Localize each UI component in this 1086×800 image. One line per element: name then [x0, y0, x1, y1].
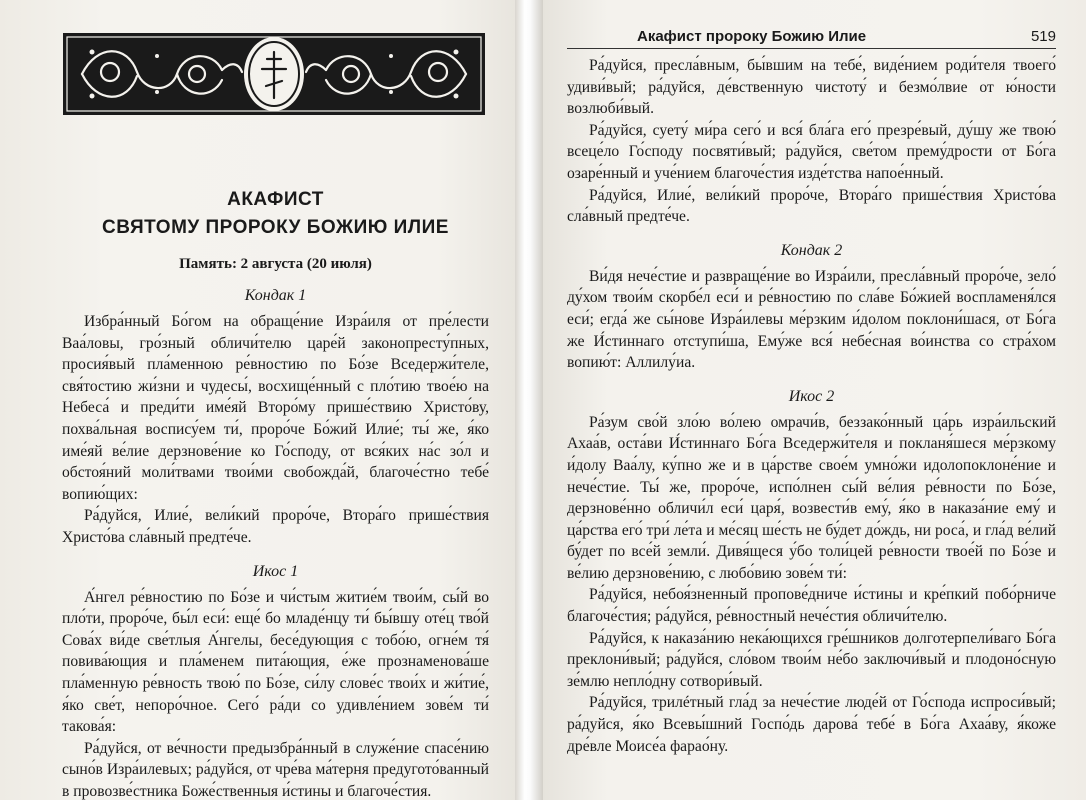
running-header: [567, 28, 1056, 49]
kondak-1-text: Избра́нный Бо́гом на обраще́ние Изра́иля от пре́лести Ваа́ловы, гро́зный обличи́телю царе́й законопресту́пных, просия́вый пла́менною ре́вностию по Бо́зе Вседержи́теле, свя́тостию жи́зни и чудесы́, восхище́нный с пло́тию твое́ю на Небеса́ и преди́ти име́яй Второ́му прише́ствию Христо́ву, похва́льная воспису́ем ти́, проро́че Бо́жий Илие́; ты́ же, я́ко име́яй ве́лие дерзнове́ние ко Го́споду, от вся́ких на́с зо́л и обстоя́ний моли́твами твои́ми свобожда́й, благоче́стно тебе́ вопию́щих:: [62, 313, 489, 503]
left-page: [0, 0, 515, 800]
ikos-1-text: А́нгел ре́вностию по Бо́зе и чи́стым житие́м твои́м, сы́й во пло́ти, проро́че, бы́л еси́: еще́ бо младе́нцу ти́ бы́вшу оте́ц тво́й Сова́х ви́де све́тлыя А́нгелы, бесе́дующия с тобо́ю, огне́м тя́ повива́ющия и пла́менем пита́ющия, е́же прознаменова́ше пла́менную ре́вность твою́ по Бо́зе, си́лу слове́с твои́х и жи́тие́, я́ко све́т, непоро́чное. Сего́ ра́ди со удивле́нием зове́м ти́ такова́я:: [62, 588, 489, 736]
right-page: [543, 0, 1086, 800]
ikos-1-chairetism-1: Ра́дуйся, пресла́вным, бы́вшим на тебе́, виде́нием роди́теля твоего́ удиви́вый; ра́дуйся, де́вственную чистоту́ и безмо́лвие от ю́ности возлюби́вый.: [567, 57, 1056, 118]
kondak-2-heading: Кондак 2: [780, 241, 843, 259]
page-number: 519: [1030, 28, 1056, 45]
title-line-1: АКАФИСТ: [227, 189, 324, 210]
ikos-2-chairetism-2: Ра́дуйся, к наказа́нию нека́ющихся гре́шников долготерпели́ваго Бо́га преклони́вый; ра́дуйся, сло́вом твои́м не́бо заключи́вый и плодоно́сную зе́млю непло́дну сотвори́вый.: [567, 629, 1056, 690]
title-line-2: СВЯТОМУ ПРОРОКУ БОЖИЮ ИЛИЕ: [102, 217, 449, 238]
kondak-1-heading: Кондак 1: [244, 287, 307, 304]
ikos-2-chairetism-3: Ра́дуйся, трилéтный гла́д за нече́стие люде́й от Го́спода испроси́вый; ра́дуйся, я́ко Всевы́шний Госпо́дь дарова́ тебе́ в Бо́га Ахаа́ву, я́коже дре́вле Моисе́а фарао́ну.: [567, 694, 1056, 755]
ikos-1-refrain: Ра́дуйся, от ве́чности предызбра́нный в служе́ние спасе́нию сыно́в Изра́илевых; ра́дуйся, от чре́ва ма́терня предугото́ванный в провозве́стника Боже́ственныя и́стины и благоче́стия.: [62, 739, 489, 800]
ikos-2-text: Ра́зум сво́й зло́ю во́лею омрачи́в, беззако́нный ца́рь изра́ильский Ахаа́в, оста́ви И́стиннаго Бо́га Вседержи́теля и покланя́шеся ме́рзкому и́долу Ваа́лу, ку́пно же и в ца́рстве свое́м умно́жи идолопоклоне́ние и нече́стие. Ты́ же, проро́че, испо́лнен сы́й ве́лия ре́вности по Бо́зе, дерзнове́нно обличи́л еси́ царя́, возвести́в ему́, я́ко в наказа́ние ему́ и ца́рства его́ три́ ле́та и ме́сяц ше́сть не бу́дет до́ждь, ни роса́, и гла́д ве́лий бу́дет по все́й земли́. Дивя́щеся у́бо толи́цей ре́вности твое́й по Бо́зе и ве́лию дерзнове́нию, с любо́вию зове́м ти́:: [567, 413, 1056, 582]
ikos-2-chairetism-1: Ра́дуйся, небоя́зненный пропове́дниче и́стины и кре́пкий побо́рниче благоче́стия; ра́дуйся, ре́вностный нече́стия обличи́телю.: [567, 586, 1056, 626]
ikos-2-heading: Икос 2: [788, 387, 835, 405]
kondak-1-refrain: Ра́дуйся, Илие́, вели́кий проро́че, Втора́го прише́ствия Христо́ва сла́вный предте́че.: [62, 507, 489, 546]
akathist-title: [62, 186, 489, 242]
ikos-1-refrain-cont: Ра́дуйся, Илие́, вели́кий проро́че, Втора́го прише́ствия Христо́ва сла́вный предте́че.: [567, 186, 1056, 226]
running-title: Акафист пророку Божию Илие: [637, 28, 867, 45]
commemoration-date: Память: 2 августа (20 июля): [179, 256, 372, 272]
ikos-1-heading: Икос 1: [252, 562, 299, 580]
book-gutter: [515, 0, 543, 800]
ornamental-headpiece: [62, 32, 486, 116]
ikos-1-chairetism-2: Ра́дуйся, суету́ ми́ра сего́ и вся́ бла́га его́ презре́вый, ду́шу же твою́ всеце́ло Го́споду посвяти́вый; ра́дуйся, све́том прему́дрости от Бо́га озаре́нный и уче́нием благоче́стия изде́тства напое́нный.: [567, 121, 1056, 182]
kondak-2-text: Ви́дя нече́стие и развраще́ние во Изра́или, пресла́вный проро́че, зело́ ду́хом твои́м скорбе́л еси́ и ре́вностию по сла́ве Бо́жией воспламеня́лся еси́; егда́ же сы́нове Изра́илевы ме́рзким и́долом поклони́шася, от Бо́га же И́стиннаго отступи́ша, Ему́же вся́ небе́сная во́инства со стра́хом вопию́т: Аллилу́иа.: [567, 267, 1056, 372]
